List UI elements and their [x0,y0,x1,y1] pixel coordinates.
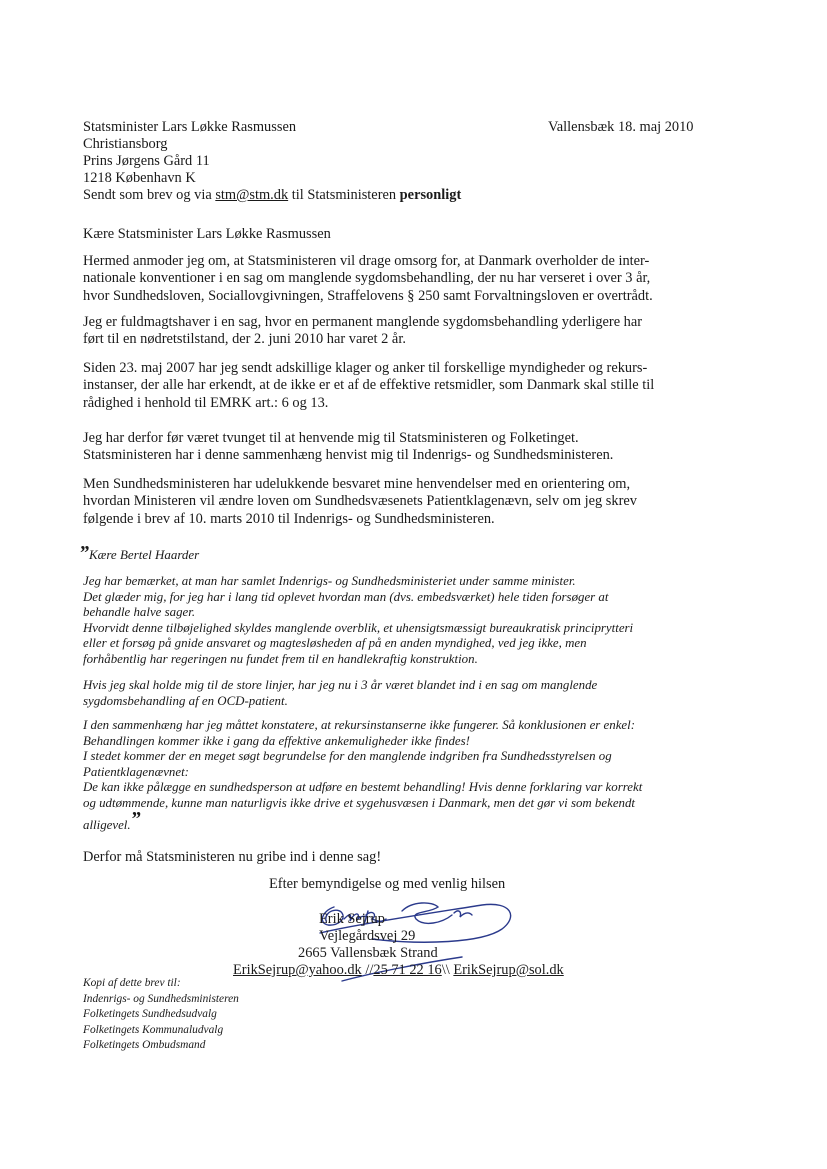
quote-line: De kan ikke pålægge en sundhedsperson at udføre en bestemt behandling! Hvis denne forklaring var korrekt [83,780,643,795]
closing-statement: Derfor må Statsministeren nu gribe ind i denne sag! [83,849,382,865]
quote-line [83,807,642,834]
quote-line: I stedet kommer der en meget søgt begrundelse for den manglende indgriben fra Sundhedsstyrelsen og [83,749,612,764]
sent-via-line [83,187,461,204]
quote-line: forhåbentlig har regeringen nu fundet frem til en handlekraftig konstruktion. [83,651,478,666]
pm-email-link[interactable]: stm@stm.dk [215,187,289,203]
quote-line: og udtømmende, kunne man naturligvis ikke drive et sygehusvæsen i Danmark, men det gør vi som bekendt [83,795,636,810]
quote-greeting: Kære Bertel Haarder [89,547,200,562]
paragraph-line: hvor Sundhedsloven, Sociallovgivningen, Straffelovens § 250 samt Forvaltningsloven er overtrådt. [83,287,653,304]
quote-line: sygdomsbehandling af en OCD-patient. [83,693,288,708]
quote-line: Patientklagenævnet: [83,764,189,779]
quote-block [83,678,597,709]
sender-email-yahoo-link[interactable]: ErikSejrup@yahoo.dk [233,962,362,978]
quote-line: eller et forsøg på gnide ansvaret og magtesløsheden af på en anden myndighed, ved jeg ikke, men [83,636,587,651]
quote-line: behandle halve sager. [83,605,196,620]
copy-recipient: Folketingets Kommunaludvalg [83,1023,224,1036]
quote-last-line: alligevel. [83,817,131,832]
sender-contact-line [233,962,564,979]
copy-list [83,976,239,1054]
paragraph-line: Jeg er fuldmagtshaver i en sag, hvor en permanent manglende sygdomsbehandling yderligere har [83,314,643,330]
copy-recipient: Folketingets Sundhedsudvalg [83,1008,217,1021]
quote-line: I den sammenhæng har jeg måttet konstatere, at rekursinstanserne ikke fungerer. Så konklusionen er enkel: [83,718,636,732]
copy-recipient: Folketingets Ombudsmand [83,1039,206,1052]
sign-off: Efter bemyndigelse og med venlig hilsen [269,876,506,892]
sender-email-sol-link[interactable]: ErikSejrup@sol.dk [453,962,564,978]
quote-line: Hvorvidt denne tilbøjelighed skyldes manglende overblik, et uhensigtsmæssigt bureaukratisk principrytteri [83,620,634,635]
quote-line: Hvis jeg skal holde mig til de store linjer, har jeg nu i 3 år været blandet ind i en sag om manglende [83,678,598,692]
paragraph-line: Jeg har derfor før været tvunget til at henvende mig til Statsministeren og Folketinget. [83,430,579,446]
contact-separator: // [361,962,374,978]
quote-close-mark: ” [130,807,141,830]
sent-middle: til Statsministeren [288,187,400,203]
paragraph-line: hvordan Ministeren vil ændre loven om Sundhedsvæsenets Patientklagenævn, selv om jeg skrev [83,493,637,510]
quote-line: Behandlingen kommer ikke i gang da effektive ankemuligheder ikke findes! [83,733,470,748]
paragraph-line: ført til en nødretstilstand, der 2. juni 2010 har varet 2 år. [83,331,406,348]
paragraph-line: rådighed i henhold til EMRK art.: 6 og 13. [83,394,329,411]
body-paragraph [83,314,642,349]
quote-greeting-line [79,542,199,565]
sender-name: Erik Sejrup [319,911,385,927]
paragraph-line: Men Sundhedsministeren har udelukkende besvaret mine henvendelser med en orientering om, [83,476,631,492]
sender-city: 2665 Vallensbæk Strand [298,945,438,961]
quote-line: Jeg har bemærket, at man har samlet Indenrigs- og Sundhedsministeriet under samme minister. [83,574,576,588]
body-paragraph [83,476,637,528]
paragraph-line: Siden 23. maj 2007 har jeg sendt adskillige klager og anker til forskellige myndigheder og rekurs- [83,360,648,376]
copy-heading: Kopi af dette brev til: [83,977,181,989]
paragraph-line: følgende i brev af 10. marts 2010 til Indenrigs- og Sundhedsministeren. [83,510,495,527]
place-date: Vallensbæk 18. maj 2010 [548,119,694,135]
paragraph-line: Statsministeren har i denne sammenhæng henvist mig til Indenrigs- og Sundhedsministeren. [83,447,614,464]
quote-open-mark: ” [79,542,89,564]
sent-prefix: Sendt som brev og via [83,187,216,203]
body-paragraph [83,253,653,305]
recipient-line: Statsminister Lars Løkke Rasmussen [83,119,297,135]
paragraph-line: instanser, der alle har erkendt, at de ikke er et af de effektive retsmidler, som Danmark skal stille til [83,377,655,394]
salutation: Kære Statsminister Lars Løkke Rasmussen [83,226,331,242]
quote-block [83,718,642,833]
sender-phone: 25 71 22 16 [373,962,442,978]
body-paragraph [83,360,654,412]
recipient-line: Prins Jørgens Gård 11 [83,153,210,169]
body-paragraph [83,430,613,465]
recipient-line: Christiansborg [83,136,168,152]
contact-separator: \\ [441,962,454,978]
sent-personal: personligt [399,187,462,203]
sender-street: Vejlegårdsvej 29 [319,928,416,944]
quote-line: Det glæder mig, for jeg har i lang tid oplevet hvordan man (dvs. embedsværket) hele tiden forsøger at [83,589,609,604]
paragraph-line: Hermed anmoder jeg om, at Statsministeren vil drage omsorg for, at Danmark overholder de inter- [83,253,650,269]
paragraph-line: nationale konventioner i en sag om manglende sygdomsbehandling, der nu har verseret i over 3 år, [83,270,651,287]
recipient-line: 1218 København K [83,170,196,186]
copy-recipient: Indenrigs- og Sundhedsministeren [83,992,239,1005]
quote-block [83,574,633,668]
